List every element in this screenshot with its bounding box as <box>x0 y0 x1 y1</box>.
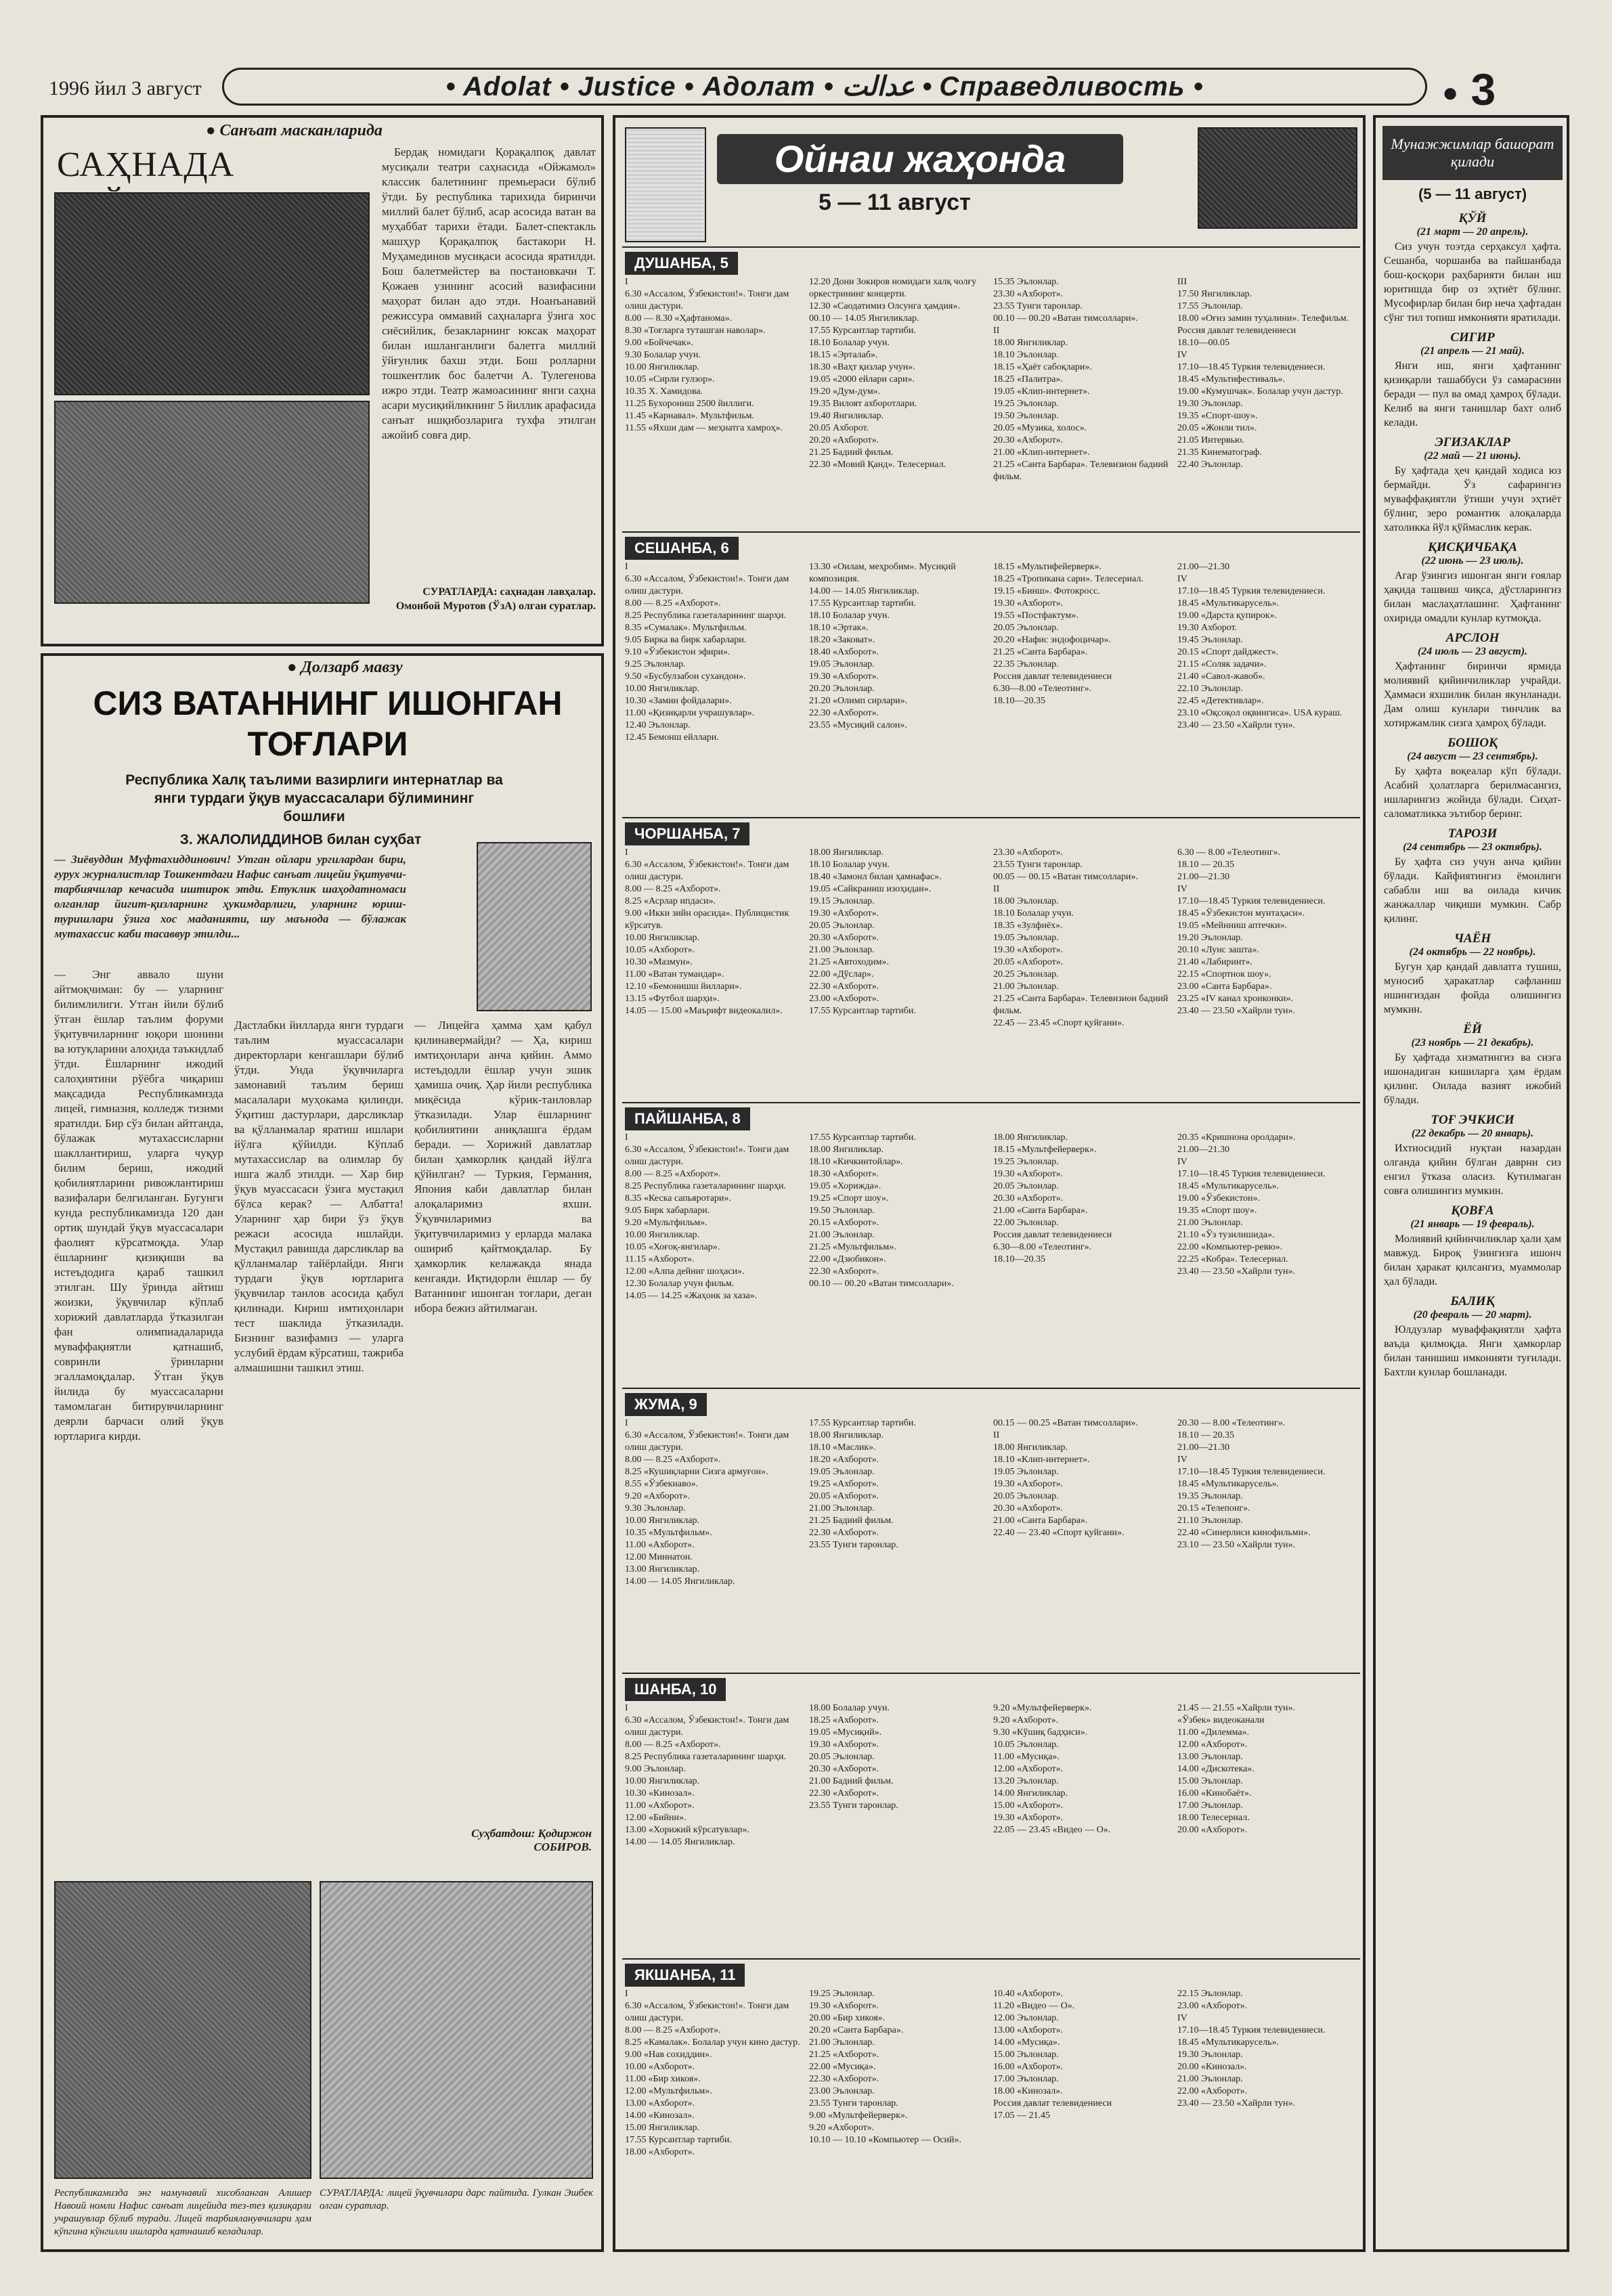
theatre-article <box>41 115 604 646</box>
horoscope-sign <box>1384 931 1561 1017</box>
classroom-photo-1 <box>54 1881 311 2179</box>
tv-listing-column: 18.15 «Мультифейерверк». 18.25 «Тропикана сари». Телесериал. 19.15 «Бинш». Фотокросс. 19.30 «Ахборот». 19.55 «Постфактум». 20.05 Эълонлар. 20.20 «Нафис эндофоцичар». 21.25 «Санта Барбара». 22.35 Эълонлар. Россия давлат телевидениеси 6.30—8.00 «Телеотинг». 18.10—20.35 <box>993 562 1143 706</box>
interview-intro: — Зиёвуддин Муфтахиддинович! Утган ойлари ургилардан бири, ғурух журналистлар Тошкентдаги Нафис санъат лицейи ўқитувчи-тарбиячилар кечасида иштирок этди. Етуклик шаҳодатномаси олганлар йигит-қизларнинг ҳукимдарлиги, уларнинг юриш-туришлари ўзига хос маданияти, шу маънода — бўлажак мутахассис каби тасаввур этилди... <box>54 853 406 940</box>
sign-text: Янги иш, янги ҳафтанинг қизиқарли ташаббуси ўз самарасини беради — пул ва омад ҳамроҳ бўлади. Келиб ва янги танишлар бахт олиб келади. <box>1384 360 1561 428</box>
tv-listing-column: I 6.30 «Ассалом, Ўзбекистон!». Тонги дам олиш дастури. 8.00 — 8.25 «Ахборот». 8.25 «Камалак». Болалар учун кино дастур. 9.00 «Нав сохиддин». 10.00 «Ахборот». 11.00 «Бир хикоя». 12.00 «Мультфильм». 13.00 «Ахборот». 14.00 «Кинозал». 15.00 Янгиликлар. 17.55 Курсантлар тартиби. 18.00 «Ахборот». <box>625 1989 800 2157</box>
classroom-photo-2 <box>320 1881 593 2179</box>
tv-listing-column: III 17.50 Янгиликлар. 17.55 Эълонлар. 18.00 «Оғиз замин туҳалини». Телефильм. Россия давлат телевидениеси 18.10—00.05 IV 17.10—18.45 Туркия телевидениеси. 18.45 «Мультифестиваль». 19.00 «Кумушчак». Болалар учун дастур. 19.30 Эълонлар. 19.35 «Спорт-шоу». 20.05 «Жонли тил». 21.05 Интервью. 21.35 Кинематограф. 22.40 Эълонлар. <box>1177 277 1349 470</box>
sign-text: Агар ўзингиз ишонган янги ғоялар ҳақида ташвиш чиқса, дўстларингиз билан маслаҳатлашинг. Ҳафтанинг охирида омадли кунлар кутмоқда. <box>1384 570 1561 624</box>
sign-dates: (20 февраль — 20 март). <box>1413 1309 1532 1321</box>
tv-title-banner: Ойнаи жаҳонда <box>717 134 1123 184</box>
sign-dates: (21 январь — 19 февраль). <box>1410 1218 1535 1230</box>
interview-col-1: — Энг аввало шуни айтмоқчиман: бу — уларнинг билимлилиги. Утган йили бўлиб ўтган ёшлар таълим форуми ўқитувчиларнинг юқори шонини ва ютуқларини алоҳида таъкидлаб ўтди. Ёшларнинг ижодий салоҳиятини рўёбга чиқариш мақсадида Республикамизда лицей, гимназия, колледж тизими яратилди. Бир сўз билан айтганда, бўлажак мутахассисларни шакллантириш, уларга чуқур билим бериш, ижодий қобилиятларини ривожлантириш вазифалари белгиланган. Бугунги кунда республикамизда 120 дан ортиқ шундай ўқув муассасалари фаолият кўрсатмоқда. Улар ёшларнинг қизиқиши ва истеъдодига қараб ташкил этилган. Шу ўринда айтиш жоизки, ўқувчилар кўплаб хорижий давлатларда ўтказилган фан олимпиадаларида муваффақиятли қатнашиб, совринли ўринларни эгалламоқдалар. Ўтган ўқув йилида бу муассасаларни тамомлаган битирувчиларнинг деярли барчаси олий ўқув юртларига кирди. <box>54 968 223 1442</box>
sign-text: Бу ҳафта сиз учун анча қийин бўлади. Кайфиятингиз ёмонлиги сабабли иш ва оилада кичик жанжаллар чиқиши мумкин. Сабр қилинг. <box>1384 856 1561 925</box>
sign-name: ЧАЁН <box>1454 931 1491 946</box>
sign-text: Молиявий қийинчиликлар ҳали ҳам мавжуд. Бироқ ўзингизга ишонч билан ҳаракат қилсангиз, муаммолар ҳал бўлади. <box>1384 1233 1561 1287</box>
horoscope-sign <box>1384 211 1561 325</box>
theatre-body: Бердақ номидаги Қорақалпоқ давлат мусиқали театри саҳнасида «Ойжамол» классик балетининг премьераси бўлиб ўтди. Бу республика тарихида биринчи миллий балет бўлиб, асар асосида ватан ва муҳаббат тарихи ётади. Балет-спектакль машҳур Қорақалпоқ бастакори Н. Муҳамединов мусиқаси асосида яратилди. Бош балетмейстер ва постановкачи Т. Қожаев узининг асосий вазифасини маҳорат билан адо этди. Ноанъанавий режиссура оммавий саҳналарга ўзига хос сиёсийлик, безакларнинг юксак маҳорат билан ишланганлиги балетга миллий ўйғунлик бахш этди. Бош ролларни тошкентлик бос балетчи А. Тулегенова ижро этди. Театр жамоасининг янги саҳна асари мусиқийликнинг 5 йиллик арафасида санъат ишқибозларига тухфа этилган ажойиб совға дир. <box>382 146 596 441</box>
tv-header-photo-left <box>625 127 706 242</box>
sign-text: Бу ҳафтада хизматингиз ва сизга ишонадиган кишиларга ҳам ёрдам қилинг. Оилада вазият ижобий бўлади. <box>1384 1052 1561 1106</box>
tv-day <box>622 817 1360 1097</box>
interviewee: З. ЖАЛОЛИДДИНОВ билан суҳбат <box>179 832 422 847</box>
tv-listing-column: 6.30 — 8.00 «Телеотинг». 18.10 — 20.35 21.00—21.30 IV 17.10—18.45 Туркия телевидениеси. 18.45 «Ўзбекистон мунтаҳаси». 19.05 «Мейнниш аптечки». 19.20 Эълонлар. 20.10 «Лунс зашта». 21.40 «Лабиринт». 22.15 «Спортнок шоу». 23.00 «Санта Барбара». 23.25 «IV канал хронконки». 23.40 — 23.50 «Хайрли тун». <box>1177 847 1326 1016</box>
tv-listing-column: I 6.30 «Ассалом, Ўзбекистон!». Тонги дам олиш дастури. 8.00 — 8.25 «Ахборот». 8.25 Республика газеталарининг шарҳи. 8.35 «Сумалак». Мультфильм. 9.05 Бирка ва бирк хабарлари. 9.10 «Ўзбекистон эфири». 9.25 Эълонлар. 9.50 «Бусбулзабон сухандон». 10.00 Янгиликлар. 10.30 «Замин фойдалари». 11.00 «Қизиқарли учрашувлар». 12.40 Эълонлар. 12.45 Бемонш ейллари. <box>625 562 789 743</box>
sign-dates: (24 октябрь — 22 ноябрь). <box>1409 946 1536 958</box>
tv-day <box>622 1958 1360 2238</box>
bullet-icon: ● <box>287 659 301 676</box>
tv-listing-column: 17.55 Курсантлар тартиби. 18.00 Янгиликлар. 18.10 «Маслик». 18.20 «Ахборот». 19.05 Эълонлар. 19.25 «Ахборот». 20.05 «Ахборот». 21.00 Эълонлар. 21.25 Бадиий фильм. 22.30 «Ахборот». 23.55 Тунги таронлар. <box>809 1418 916 1550</box>
tv-listing-column: 19.25 Эълонлар. 19.30 «Ахборот». 20.00 «Бир хикоя». 20.20 «Санта Барбара». 21.00 Эълонлар. 21.25 «Ахборот». 22.00 «Мусиқа». 22.30 «Ахборот». 23.00 Эълонлар. 23.55 Тунги таронлар. 9.00 «Мультфейерверк». 9.20 «Ахборот». 10.10 — 10.10 «Компьютер — Осий». <box>809 1989 962 2145</box>
sign-text: Бу ҳафтада ҳеч қандай ходиса юз бермайди. Ўз сафарингиз муваффақиятли ўтиши учун эҳтиёт бўлинг, зеро романтик алоқаларда хатоликка йўл қўймаслик керак. <box>1384 465 1561 533</box>
sign-name: ЁЙ <box>1463 1022 1482 1036</box>
sign-text: Юлдузлар муваффақиятли ҳафта ваъда қилмоқда. Янги ҳамкорлар билан танишиш имконияти туғилади. Бахтли кунлар бошланади. <box>1384 1324 1561 1378</box>
interview-col-3: — Лицейга ҳамма ҳам қабул қилинавермайди? — Ҳа, кириш имтиҳонлари анча қийин. Аммо истеъдодли ёшлар учун эшик ҳамиша очиқ. Ҳар йили республика миқёсида кўрик-танловлар ўтказилади. Улар ёшларнинг қобилиятини аниқлашга ёрдам беради. — Хорижий давлатлар билан ҳамкорлик қандай йўлга қўйилган? — Туркия, Германия, Япония каби давлатлар билан алоқаларимиз яхши. Ўқувчиларимиз ва ўқитувчиларимиз у ерларда малака ошириб қайтмоқдалар. Бу ҳамкорлик келажакда янада кенгаяди. Иқтидорли ёшлар — бу Ватаннинг ишонган тоғлари, деган ибора бежиз айтилмаган. <box>414 1019 592 1315</box>
tv-day <box>622 531 1360 811</box>
masthead <box>41 64 1571 114</box>
tv-listing-column: 20.35 «Кришнона оролдари». 21.00—21.30 IV 17.10—18.45 Туркия телевидениеси. 18.45 «Мультикарусель». 19.00 «Ўзбекистон». 19.35 «Спорт шоу». 21.00 Эълонлар. 21.10 «Ўз тузилишида». 22.00 «Компьютер-ревю». 22.25 «Кобра». Телесериал. 23.40 — 23.50 «Хайрли тун». <box>1177 1132 1326 1277</box>
page-number: ● 3 <box>1442 64 1496 114</box>
sign-text: Бугун ҳар қандай давлатга тушиш, муносиб ҳаракатлар сафланиш ишингиздан фойда олишингиз мумкин. <box>1384 961 1561 1015</box>
sign-name: БАЛИҚ <box>1450 1294 1495 1308</box>
tv-day-header: ШАНБА, 10 <box>625 1678 726 1701</box>
interview-title: СИЗ ВАТАННИНГ ИШОНГАН ТОҒЛАРИ <box>93 684 563 763</box>
horoscope-sign <box>1384 330 1561 430</box>
tv-listing-column: 13.30 «Оилам, меҳробим». Мусиқий композиция. 14.00 — 14.05 Янгиликлар. 17.55 Курсантлар тартиби. 18.10 Болалар учун. 18.10 «Эртак». 18.20 «Заковат». 18.40 «Ахборот». 19.05 Эълонлар. 19.30 «Ахборот». 20.20 Эълонлар. 21.20 «Олимп сирлари». 22.30 «Ахборот». 23.55 «Мусиқий салон». <box>809 562 956 730</box>
interview-article <box>41 653 604 2252</box>
tv-day-header: ЯКШАНБА, 11 <box>625 1964 745 1987</box>
photo-caption-2: СУРАТЛАРДА: лицей ўқувчилари дарс пайтида. Гулкан Эшбек олган суратлар. <box>320 2188 593 2211</box>
tv-listing-column: 00.15 — 00.25 «Ватан тимсоллари». II 18.00 Янгиликлар. 18.10 «Клип-интернет». 19.05 Эълонлар. 19.30 «Ахборот». 20.05 Эълонлар. 20.30 «Ахборот». 21.00 «Санта Барбара». 22.40 — 23.40 «Спорт қуйгани». <box>993 1418 1138 1538</box>
horoscope-sign <box>1384 540 1561 625</box>
tv-listing-column: 18.00 Янгиликлар. 18.15 «Мультфейерверк». 19.25 Эълонлар. 19.30 «Ахборот». 20.05 Эълонлар. 20.30 «Ахборот». 21.00 «Санта Барбара». 22.00 Эълонлар. Россия давлат телевидениеси 6.30—8.00 «Телеотинг». 18.10—20.35 <box>993 1132 1112 1264</box>
tv-listing-column: I 6.30 «Ассалом, Ўзбекистон!». Тонги дам олиш дастури. 8.00 — 8.25 «Ахборот». 8.25 «Кушиқларни Сизга армуғон». 8.55 «Ўзбекнаво». 9.20 «Ахборот». 9.30 Эълонлар. 10.00 Янгиликлар. 10.35 «Мультфильм». 11.00 «Ахборот». 12.00 Миннатон. 13.00 Янгиликлар. 14.00 — 14.05 Янгиликлар. <box>625 1418 789 1587</box>
interview-subtitle: Республика Халқ таълими вазирлиги интернатлар ва янги турдаги ўқув муассасалари бўлимининг бошлиғи <box>125 772 503 824</box>
tv-day <box>622 246 1360 526</box>
sign-text: Ихтиосидий нуқтаи назардан олганда қийин бўлган даврни сиз енгил ўтказа оласиз. Кутилмаган совға олишингиз мумкин. <box>1384 1143 1561 1197</box>
bullet-icon: ● <box>1442 78 1459 108</box>
sign-dates: (24 сентябрь — 23 октябрь). <box>1403 841 1542 853</box>
sign-text: Ҳафтанинг биринчи ярмида молиявий қийинчиликлар учрайди. Ҳаммаси яхшилик билан якунланади. Дам олиш кунлари тинчлик ва хотиржамлик сизга ҳамроҳ бўлади. <box>1384 661 1561 729</box>
tv-day <box>622 1102 1360 1382</box>
tv-listing-column: 10.40 «Ахборот». 11.20 «Видео — О». 12.00 Эълонлар. 13.00 «Ахборот». 14.00 «Мусиқа». 15.00 Эълонлар. 16.00 «Ахборот». 17.00 Эълонлар. 18.00 «Кинозал». Россия давлат телевидениеси 17.05 — 21.45 <box>993 1989 1112 2121</box>
sign-dates: (22 июнь — 23 июль). <box>1421 555 1524 567</box>
sign-text: Сиз учун тоэтда серҳаксул ҳафта. Сешанба, чоршанба ва пайшанбада бош-қосқори раҳбарияти билан иш юритишда бир оз эҳтиёт бўлинг. Мусофирлар билан бир неча ҳафтадан сўнг тил топиш имконияти яратилади. <box>1384 241 1561 324</box>
stage-photo-top <box>54 192 370 395</box>
tv-listing-column: 21.00—21.30 IV 17.10—18.45 Туркия телевидениеси. 18.45 «Мультикарусель». 19.00 «Дарста қупирок». 19.30 Ахборот. 19.45 Эълонлар. 20.15 «Спорт дайджест». 21.15 «Соляк задачи». 21.40 «Савол-жавоб». 22.10 Эълонлар. 22.45 «Детективлар». 23.10 «Оқсоқол оқвингиса». USA кураш. 23.40 — 23.50 «Хайрли тун». <box>1177 562 1343 730</box>
horoscope <box>1373 115 1569 2252</box>
tv-listing-column: I 6.30 «Ассалом, Ўзбекистон!». Тонги дам олиш дастури. 8.00 — 8.25 «Ахборот». 8.25 Республика газеталарининг шарҳи. 8.35 «Кеска сапьяротари». 9.05 Бирк хабарлари. 9.20 «Мультфильм». 10.00 Янгиликлар. 10.05 «Хоғоқ-янгилар». 11.15 «Ахборот». 12.00 «Алпа дейниг шоҳаси». 12.30 Болалар учун фильм. 14.05 — 14.25 «Жаҳонк за хаза». <box>625 1132 789 1301</box>
sign-dates: (23 ноябрь — 21 декабрь). <box>1411 1037 1534 1048</box>
issue-date: 1996 йил 3 август <box>49 77 202 100</box>
tv-header-photo-right <box>1198 127 1357 229</box>
sign-name: ТАРОЗИ <box>1447 826 1498 841</box>
tv-dates: 5 — 11 август <box>819 190 971 215</box>
horoscope-title: Мунажжимлар башорат қилади <box>1382 126 1563 180</box>
sign-dates: (22 май — 21 июнь). <box>1424 450 1521 462</box>
tv-day-header: ЧОРШАНБА, 7 <box>625 822 749 845</box>
theatre-title: САҲНАДА <box>57 146 235 184</box>
horoscope-sign <box>1384 631 1561 730</box>
tv-listing-column: 18.00 Янгиликлар. 18.10 Болалар учун. 18.40 «Замонл билан ҳамнафас». 19.05 «Сайкраниш изоҳидан». 19.15 Эълонлар. 19.30 «Ахборот». 20.05 Эълонлар. 20.30 «Ахборот». 21.00 Эълонлар. 21.25 «Автоходим». 22.00 «Дўслар». 22.30 «Ахборот». 23.00 «Ахборот». 17.55 Курсантлар тартиби. <box>809 847 942 1016</box>
tv-day <box>622 1673 1360 1952</box>
sign-name: ҚЎЙ <box>1458 211 1487 225</box>
horoscope-sign <box>1384 435 1561 535</box>
tv-listing-column: 23.30 «Ахборот». 23.55 Тунги таронлар. 00.05 — 00.15 «Ватан тимсоллари». II 18.00 Эълонлар. 18.10 Болалар учун. 18.35 «Зулфиёх». 19.05 Эълонлар. 19.30 «Ахборот». 20.05 «Ахборот». 20.25 Эълонлар. 21.00 Эълонлар. 21.25 «Санта Барбара». Телевизион бадиий фильм. 22.45 — 23.45 «Спорт қуйгани». <box>993 847 1169 1028</box>
tv-listing-column: 22.15 Эълонлар. 23.00 «Ахборот». IV 17.10—18.45 Туркия телевидениеси. 18.45 «Мультикарусель». 19.30 Эълонлар. 20.00 «Кинозал». 21.00 Эълонлар. 22.00 «Ахборот». 23.40 — 23.50 «Хайрли тун». <box>1177 1989 1326 2109</box>
photo-caption: Республикамизда энг намунавий хисобланган Алишер Навоий номли Нафис санъат лицейида тез-тез қизиқарли учрашувлар бўлиб туради. Лицей тарбияланувчилари ҳам кўпгина кўнгилли ишларда қатнашиб келадилар. <box>54 2188 311 2237</box>
tv-listing-column: 20.30 — 8.00 «Телеотинг». 18.10 — 20.35 21.00—21.30 IV 17.10—18.45 Туркия телевидениеси. 18.45 «Мультикарусель». 19.35 Эълонлар. 20.15 «Телепонг». 21.10 Эълонлар. 22.40 «Синерлиси кинофильми». 23.10 — 23.50 «Хайрли тун». <box>1177 1418 1326 1550</box>
theatre-kicker: ● Санъат масканларида <box>206 122 383 139</box>
horoscope-sign <box>1384 1022 1561 1107</box>
interview-author: Суҳбатдош: Қодиржон СОБИРОВ. <box>471 1827 592 1853</box>
tv-day-header: ДУШАНБА, 5 <box>625 252 738 275</box>
portrait-photo <box>477 842 592 1011</box>
tv-listing-column: 21.45 — 21.55 «Хайрли тун». «Ўзбек» видеоканали 11.00 «Дилемма». 12.00 «Ахборот». 13.00 Эълонлар. 14.00 «Дискотека». 15.00 Эълонлар. 16.00 «Кинобаёт». 17.00 Эълонлар. 18.00 Телесериал. 20.00 «Ахборот». <box>1177 1703 1296 1835</box>
nameplate <box>222 68 1427 106</box>
tv-listing-column: 17.55 Курсантлар тартиби. 18.00 Янгиликлар. 18.10 «Кичкинтойлар». 18.30 «Ахборот». 19.05 «Хорижда». 19.25 «Спорт шоу». 19.50 Эълонлар. 20.15 «Ахборот». 21.00 Эълонлар. 21.25 «Мультфильм». 22.00 «Дзюбикон». 22.30 «Ахборот». 00.10 — 00.20 «Ватан тимсоллари». <box>809 1132 954 1289</box>
interview-kicker: ● Долзарб мавзу <box>287 659 403 676</box>
horoscope-sign <box>1384 1294 1561 1379</box>
tv-day-header: ПАЙШАНБА, 8 <box>625 1107 750 1130</box>
bullet-icon: ● <box>206 122 220 139</box>
sign-dates: (24 июль — 23 август). <box>1417 646 1528 657</box>
sign-dates: (24 август — 23 сентябрь). <box>1407 751 1538 762</box>
sign-name: СИГИР <box>1450 330 1495 345</box>
horoscope-sign <box>1384 736 1561 821</box>
nameplate-text: • Adolat • Justice • Адолат • عدالت • Справедливость • <box>445 72 1204 102</box>
horoscope-signs <box>1384 206 1561 2243</box>
sign-name: ҚИСҚИЧБАҚА <box>1427 540 1517 554</box>
tv-listing-column: 15.35 Эълонлар. 23.30 «Ахборот». 23.55 Тунги таронлар. 00.10 — 00.20 «Ватан тимсоллари». II 18.00 Янгиликлар. 18.10 Эълонлар. 18.15 «Ҳаёт сабоқлари». 18.25 «Палитра». 19.05 «Клип-интернет». 19.25 Эълонлар. 19.50 Эълонлар. 20.05 «Музика, холос». 20.30 «Ахборот». 21.00 «Клип-интернет». 21.25 «Санта Барбара». Телевизион бадиий фильм. <box>993 277 1169 482</box>
tv-day-header: СЕШАНБА, 6 <box>625 537 739 560</box>
sign-name: БОШОҚ <box>1447 736 1498 750</box>
sign-name: ҚОВҒА <box>1451 1204 1494 1218</box>
tv-listing-column: 18.00 Болалар учун. 18.25 «Ахборот». 19.05 «Мусиқий». 19.30 «Ахборот». 20.05 Эълонлар. 20.30 «Ахборот». 21.00 Бадиий фильм. 22.30 «Ахборот». 23.55 Тунги таронлар. <box>809 1703 898 1811</box>
sign-dates: (21 март — 20 апрель). <box>1416 226 1529 238</box>
sign-dates: (21 апрель — 21 май). <box>1420 345 1525 357</box>
sign-text: Бу ҳафта воқеалар кўп бўлади. Асабий ҳолатларга берилмасангиз, ишларингиз жойида бўлади. Сиҳат-саломатликка эътибор беринг. <box>1384 766 1561 820</box>
sign-dates: (22 декабрь — 20 январь). <box>1411 1128 1534 1139</box>
tv-listing-column: 9.20 «Мультфейерверк». 9.20 «Ахборот». 9.30 «Кўшиқ бадҳиси». 10.05 Эълонлар. 11.00 «Мусиқа». 12.00 «Ахборот». 13.20 Эълонлар. 14.00 Янгиликлар. 15.00 «Ахборот». 19.30 «Ахборот». 22.05 — 23.45 «Видео — О». <box>993 1703 1111 1835</box>
stage-photo-bottom <box>54 401 370 604</box>
interview-col-2: Дастлабки йилларда янги турдаги таълим муассасалари директорлари кенгашлари бўлиб ўтди. Унда ўқувчиларга замонавий таълим бериш масалалари муҳокама қилинди. Ўқитиш дастурлари, дарсликлар ва қўлланмалар яратиш ишлари йўлга қўйилди. Кўплаб мутахассислар ва олимлар бу ишга жалб этилди. — Хар бир ўқув муассасаси ўзига мустақил бўлса керак? — Албатта! Уларнинг ҳар бири ўз ўқув режаси асосида ишлайди. Мустақил равишда дарсликлар ва қўлланмалар тайёрлайди. Янги турдаги ўқув юртларига ўқувчилар танлов асосида қабул қилинади. Кириш имтиҳонлари тест шаклида ўтказилади. Бизнинг вазифамиз — уларга услубий ёрдам кўрсатиш, тажриба алмашишни ташкил этиш. <box>234 1019 404 1374</box>
horoscope-period: (5 — 11 август) <box>1418 185 1527 202</box>
tv-listing-column: 12.20 Дони Зокиров номидаги халқ чолғу оркестрининг концерти. 12.30 «Саодатимиз Олсунга ҳамдия». 00.10 — 14.05 Янгиликлар. 17.55 Курсантлар тартиби. 18.10 Болалар учун. 18.15 «Эрталаб». 18.30 «Ваҳт қизлар учун». 19.05 «2000 ейлари сари». 19.20 «Дум-дум». 19.35 Вилоят ахборотлари. 19.40 Янгиликлар. 20.05 Ахборот. 20.20 «Ахборот». 21.25 Бадиий фильм. 22.30 «Мовий Қанд». Телесериал. <box>809 277 977 470</box>
tv-day <box>622 1388 1360 1667</box>
sign-name: ТОҒ ЭЧКИСИ <box>1431 1113 1515 1127</box>
horoscope-sign <box>1384 826 1561 926</box>
horoscope-sign <box>1384 1204 1561 1289</box>
tv-listing-column: I 6.30 «Ассалом, Ўзбекистон!». Тонги дам олиш дастури. 8.00 — 8.25 «Ахборот». 8.25 «Асрлар ипдаси». 9.00 «Икки зийн орасида». Публицистик кўрсатув. 10.00 Янгиликлар. 10.05 «Ахборот». 10.30 «Мазмун». 11.00 «Ватан тумандар». 12.10 «Бемонишш йиллари». 13.15 «Футбол шарҳи». 14.05 — 15.00 «Маърифт видеокалил». <box>625 847 789 1016</box>
tv-day-header: ЖУМА, 9 <box>625 1393 707 1416</box>
tv-schedule <box>613 115 1366 2252</box>
theatre-caption: СУРАТЛАРДА: саҳнадан лавҳалар. Омонбой Муротов (ЎзА) олган суратлар. <box>395 586 596 612</box>
sign-name: ЭГИЗАКЛАР <box>1435 435 1510 449</box>
sign-name: АРСЛОН <box>1445 631 1500 645</box>
days-container <box>622 246 1360 2247</box>
tv-listing-column: I 6.30 «Ассалом, Ўзбекистон!». Тонги дам олиш дастури. 8.00 — 8.25 «Ахборот». 8.25 Республика газеталарининг шарҳи. 9.00 Эълонлар. 10.00 Янгиликлар. 10.30 «Кинозал». 11.00 «Ахборот». 12.00 «Бийни». 13.00 «Хорижий кўрсатувлар». 14.00 — 14.05 Янгиликлар. <box>625 1703 789 1847</box>
horoscope-sign <box>1384 1113 1561 1198</box>
tv-listing-column: I 6.30 «Ассалом, Ўзбекистон!». Тонги дам олиш дастури. 8.00 — 8.30 «Ҳафтанома». 8.30 «Тоғларга туташган наволар». 9.00 «Бойчечак». 9.30 Болалар учун. 10.00 Янгиликлар. 10.05 «Сирли гулзор». 10.35 Х. Хамидова. 11.25 Бухорониш 2500 йиллиги. 11.45 «Карнавал». Мультфильм. 11.55 «Яхши дам — меҳнатга хамроҳ». <box>625 277 789 433</box>
